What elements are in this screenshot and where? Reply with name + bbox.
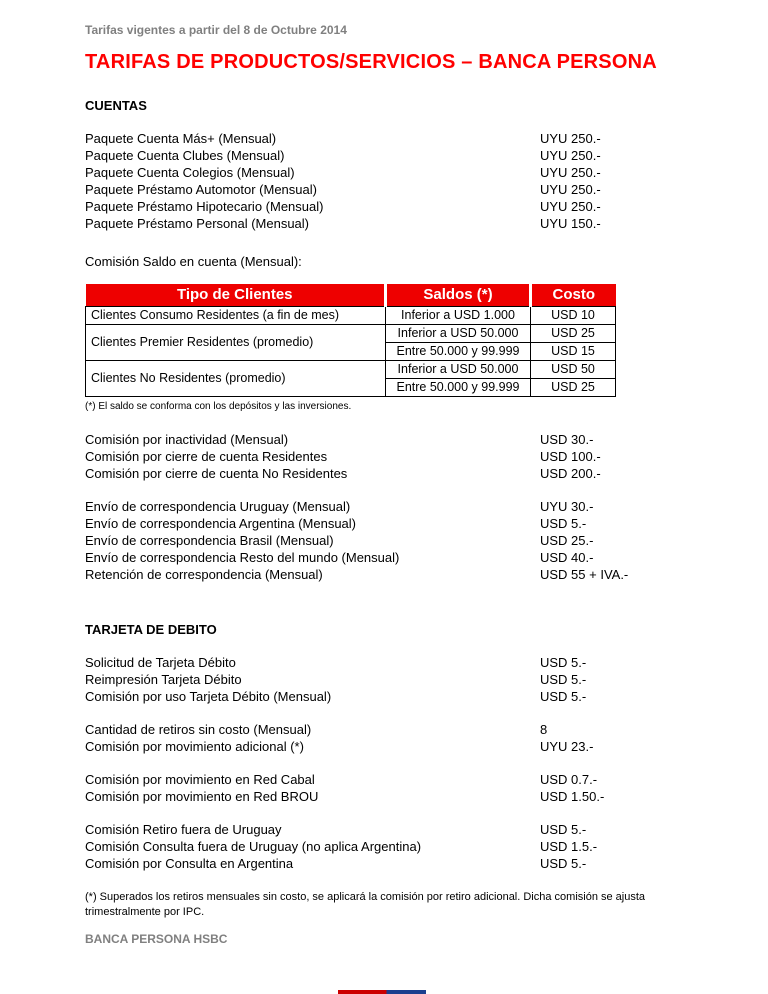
- fee-label: Envío de correspondencia Uruguay (Mensual): [85, 499, 351, 514]
- fee-label: Solicitud de Tarjeta Débito: [85, 655, 236, 670]
- fee-row: [85, 147, 690, 164]
- fee-row: [85, 821, 690, 838]
- document-header-note: Tarifas vigentes a partir del 8 de Octubre 2014: [85, 23, 347, 37]
- fee-label: Paquete Préstamo Personal (Mensual): [85, 216, 310, 231]
- fee-row: [85, 181, 690, 198]
- fee-label: Comisión por cierre de cuenta No Residentes: [85, 466, 348, 481]
- saldo-cell: Inferior a USD 1.000: [386, 307, 531, 325]
- fee-label: Paquete Préstamo Automotor (Mensual): [85, 182, 317, 197]
- table-header-row: [86, 284, 616, 307]
- section-heading-tarjeta-debito: TARJETA DE DEBITO: [85, 622, 217, 637]
- spacer: [85, 705, 690, 721]
- balance-commission-table: [85, 284, 616, 397]
- fee-row: [85, 654, 690, 671]
- fee-label: Comisión Consulta fuera de Uruguay (no aplica Argentina): [85, 839, 422, 854]
- fee-row: [85, 838, 690, 855]
- spacer: [85, 805, 690, 821]
- costo-cell: USD 25: [531, 379, 616, 397]
- saldo-cell: Entre 50.000 y 99.999: [386, 343, 531, 361]
- fee-label: Comisión por Consulta en Argentina: [85, 856, 294, 871]
- spacer: [85, 755, 690, 771]
- balance-table-footnote: (*) El saldo se conforma con los depósitos y las inversiones.: [85, 401, 352, 412]
- fee-label: Comisión por movimiento adicional (*): [85, 739, 304, 754]
- fee-value: USD 5.-: [540, 672, 587, 687]
- fee-value: USD 100.-: [540, 449, 601, 464]
- fee-value: USD 5.-: [540, 655, 587, 670]
- fee-row: [85, 448, 690, 465]
- fee-row: [85, 130, 690, 147]
- fee-label: Retención de correspondencia (Mensual): [85, 567, 323, 582]
- package-fee-list: [85, 130, 690, 232]
- fee-row: [85, 164, 690, 181]
- fee-label: Comisión por inactividad (Mensual): [85, 432, 289, 447]
- fee-value: USD 25.-: [540, 533, 594, 548]
- fee-label: Paquete Cuenta Colegios (Mensual): [85, 165, 295, 180]
- fee-value: USD 1.50.-: [540, 789, 605, 804]
- costo-cell: USD 10: [531, 307, 616, 325]
- fee-row: [85, 688, 690, 705]
- fee-value: USD 1.5.-: [540, 839, 598, 854]
- fee-label: Envío de correspondencia Brasil (Mensual): [85, 533, 334, 548]
- debit-card-fee-list: [85, 654, 690, 705]
- saldo-cell: Entre 50.000 y 99.999: [386, 379, 531, 397]
- fee-row: [85, 532, 690, 549]
- fee-row: [85, 771, 690, 788]
- table-row: [86, 325, 616, 343]
- saldo-cell: Inferior a USD 50.000: [386, 325, 531, 343]
- fee-row: [85, 549, 690, 566]
- fee-value: USD 200.-: [540, 466, 601, 481]
- costo-cell: USD 25: [531, 325, 616, 343]
- fee-label: Comisión por movimiento en Red BROU: [85, 789, 319, 804]
- withdrawal-fee-list: [85, 721, 690, 755]
- document-footer: BANCA PERSONA HSBC: [85, 932, 228, 946]
- fee-value: USD 55 + IVA.-: [540, 567, 629, 582]
- fee-row: [85, 465, 690, 482]
- fee-value: UYU 150.-: [540, 216, 601, 231]
- client-type-cell: Clientes Consumo Residentes (a fin de mes): [86, 307, 386, 325]
- fee-label: Paquete Préstamo Hipotecario (Mensual): [85, 199, 324, 214]
- fee-value: USD 0.7.-: [540, 772, 598, 787]
- fee-label: Comisión por cierre de cuenta Residentes: [85, 449, 328, 464]
- debit-card-footnote: (*) Superados los retiros mensuales sin costo, se aplicará la comisión por retiro adicional. Dicha comisión se ajusta trimestralmente por IPC.: [85, 891, 646, 918]
- column-header-costo: Costo: [531, 284, 616, 307]
- costo-cell: USD 50: [531, 361, 616, 379]
- fee-label: Comisión por movimiento en Red Cabal: [85, 772, 315, 787]
- fee-value: UYU 30.-: [540, 499, 594, 514]
- fee-value: USD 5.-: [540, 822, 587, 837]
- fee-row: [85, 788, 690, 805]
- fee-row: [85, 855, 690, 872]
- table-row: [86, 361, 616, 379]
- fee-label: Comisión por uso Tarjeta Débito (Mensual): [85, 689, 332, 704]
- fee-value: USD 5.-: [540, 856, 587, 871]
- spacer: [85, 583, 690, 621]
- foreign-fee-list: [85, 821, 690, 872]
- fee-value: UYU 250.-: [540, 148, 601, 163]
- fee-value: UYU 250.-: [540, 182, 601, 197]
- column-header-saldos: Saldos (*): [386, 284, 531, 307]
- fee-value: 8: [540, 722, 548, 737]
- fee-label: Paquete Cuenta Clubes (Mensual): [85, 148, 285, 163]
- fee-value: USD 40.-: [540, 550, 594, 565]
- client-type-cell: Clientes Premier Residentes (promedio): [86, 325, 386, 361]
- section-heading-cuentas: CUENTAS: [85, 98, 147, 113]
- fee-row: [85, 738, 690, 755]
- fee-label: Envío de correspondencia Argentina (Mensual): [85, 516, 356, 531]
- saldo-cell: Inferior a USD 50.000: [386, 361, 531, 379]
- network-fee-list: [85, 771, 690, 805]
- spacer: [85, 482, 690, 498]
- page-title: TARIFAS DE PRODUCTOS/SERVICIOS – BANCA PERSONA: [85, 51, 657, 73]
- fee-value: UYU 23.-: [540, 739, 594, 754]
- fee-row: [85, 515, 690, 532]
- table-row: [86, 307, 616, 325]
- fee-row: [85, 498, 690, 515]
- balance-table-intro: Comisión Saldo en cuenta (Mensual):: [85, 254, 302, 269]
- fee-value: USD 5.-: [540, 689, 587, 704]
- next-page-edge: [338, 990, 426, 994]
- fee-row: [85, 198, 690, 215]
- fee-value: UYU 250.-: [540, 199, 601, 214]
- fee-row: [85, 671, 690, 688]
- fee-row: [85, 431, 690, 448]
- fee-value: USD 30.-: [540, 432, 594, 447]
- column-header-tipo-de-clientes: Tipo de Clientes: [86, 284, 386, 307]
- fee-value: UYU 250.-: [540, 165, 601, 180]
- fee-row: [85, 721, 690, 738]
- correspondence-fee-list: [85, 498, 690, 583]
- fee-value: UYU 250.-: [540, 131, 601, 146]
- fee-value: USD 5.-: [540, 516, 587, 531]
- fee-row: [85, 566, 690, 583]
- fee-label: Paquete Cuenta Más+ (Mensual): [85, 131, 277, 146]
- fee-label: Envío de correspondencia Resto del mundo (Mensual): [85, 550, 400, 565]
- fee-label: Comisión Retiro fuera de Uruguay: [85, 822, 282, 837]
- costo-cell: USD 15: [531, 343, 616, 361]
- fee-label: Cantidad de retiros sin costo (Mensual): [85, 722, 312, 737]
- fee-row: [85, 215, 690, 232]
- account-fee-list: [85, 431, 690, 482]
- fee-label: Reimpresión Tarjeta Débito: [85, 672, 242, 687]
- client-type-cell: Clientes No Residentes (promedio): [86, 361, 386, 397]
- spacer: [85, 232, 690, 253]
